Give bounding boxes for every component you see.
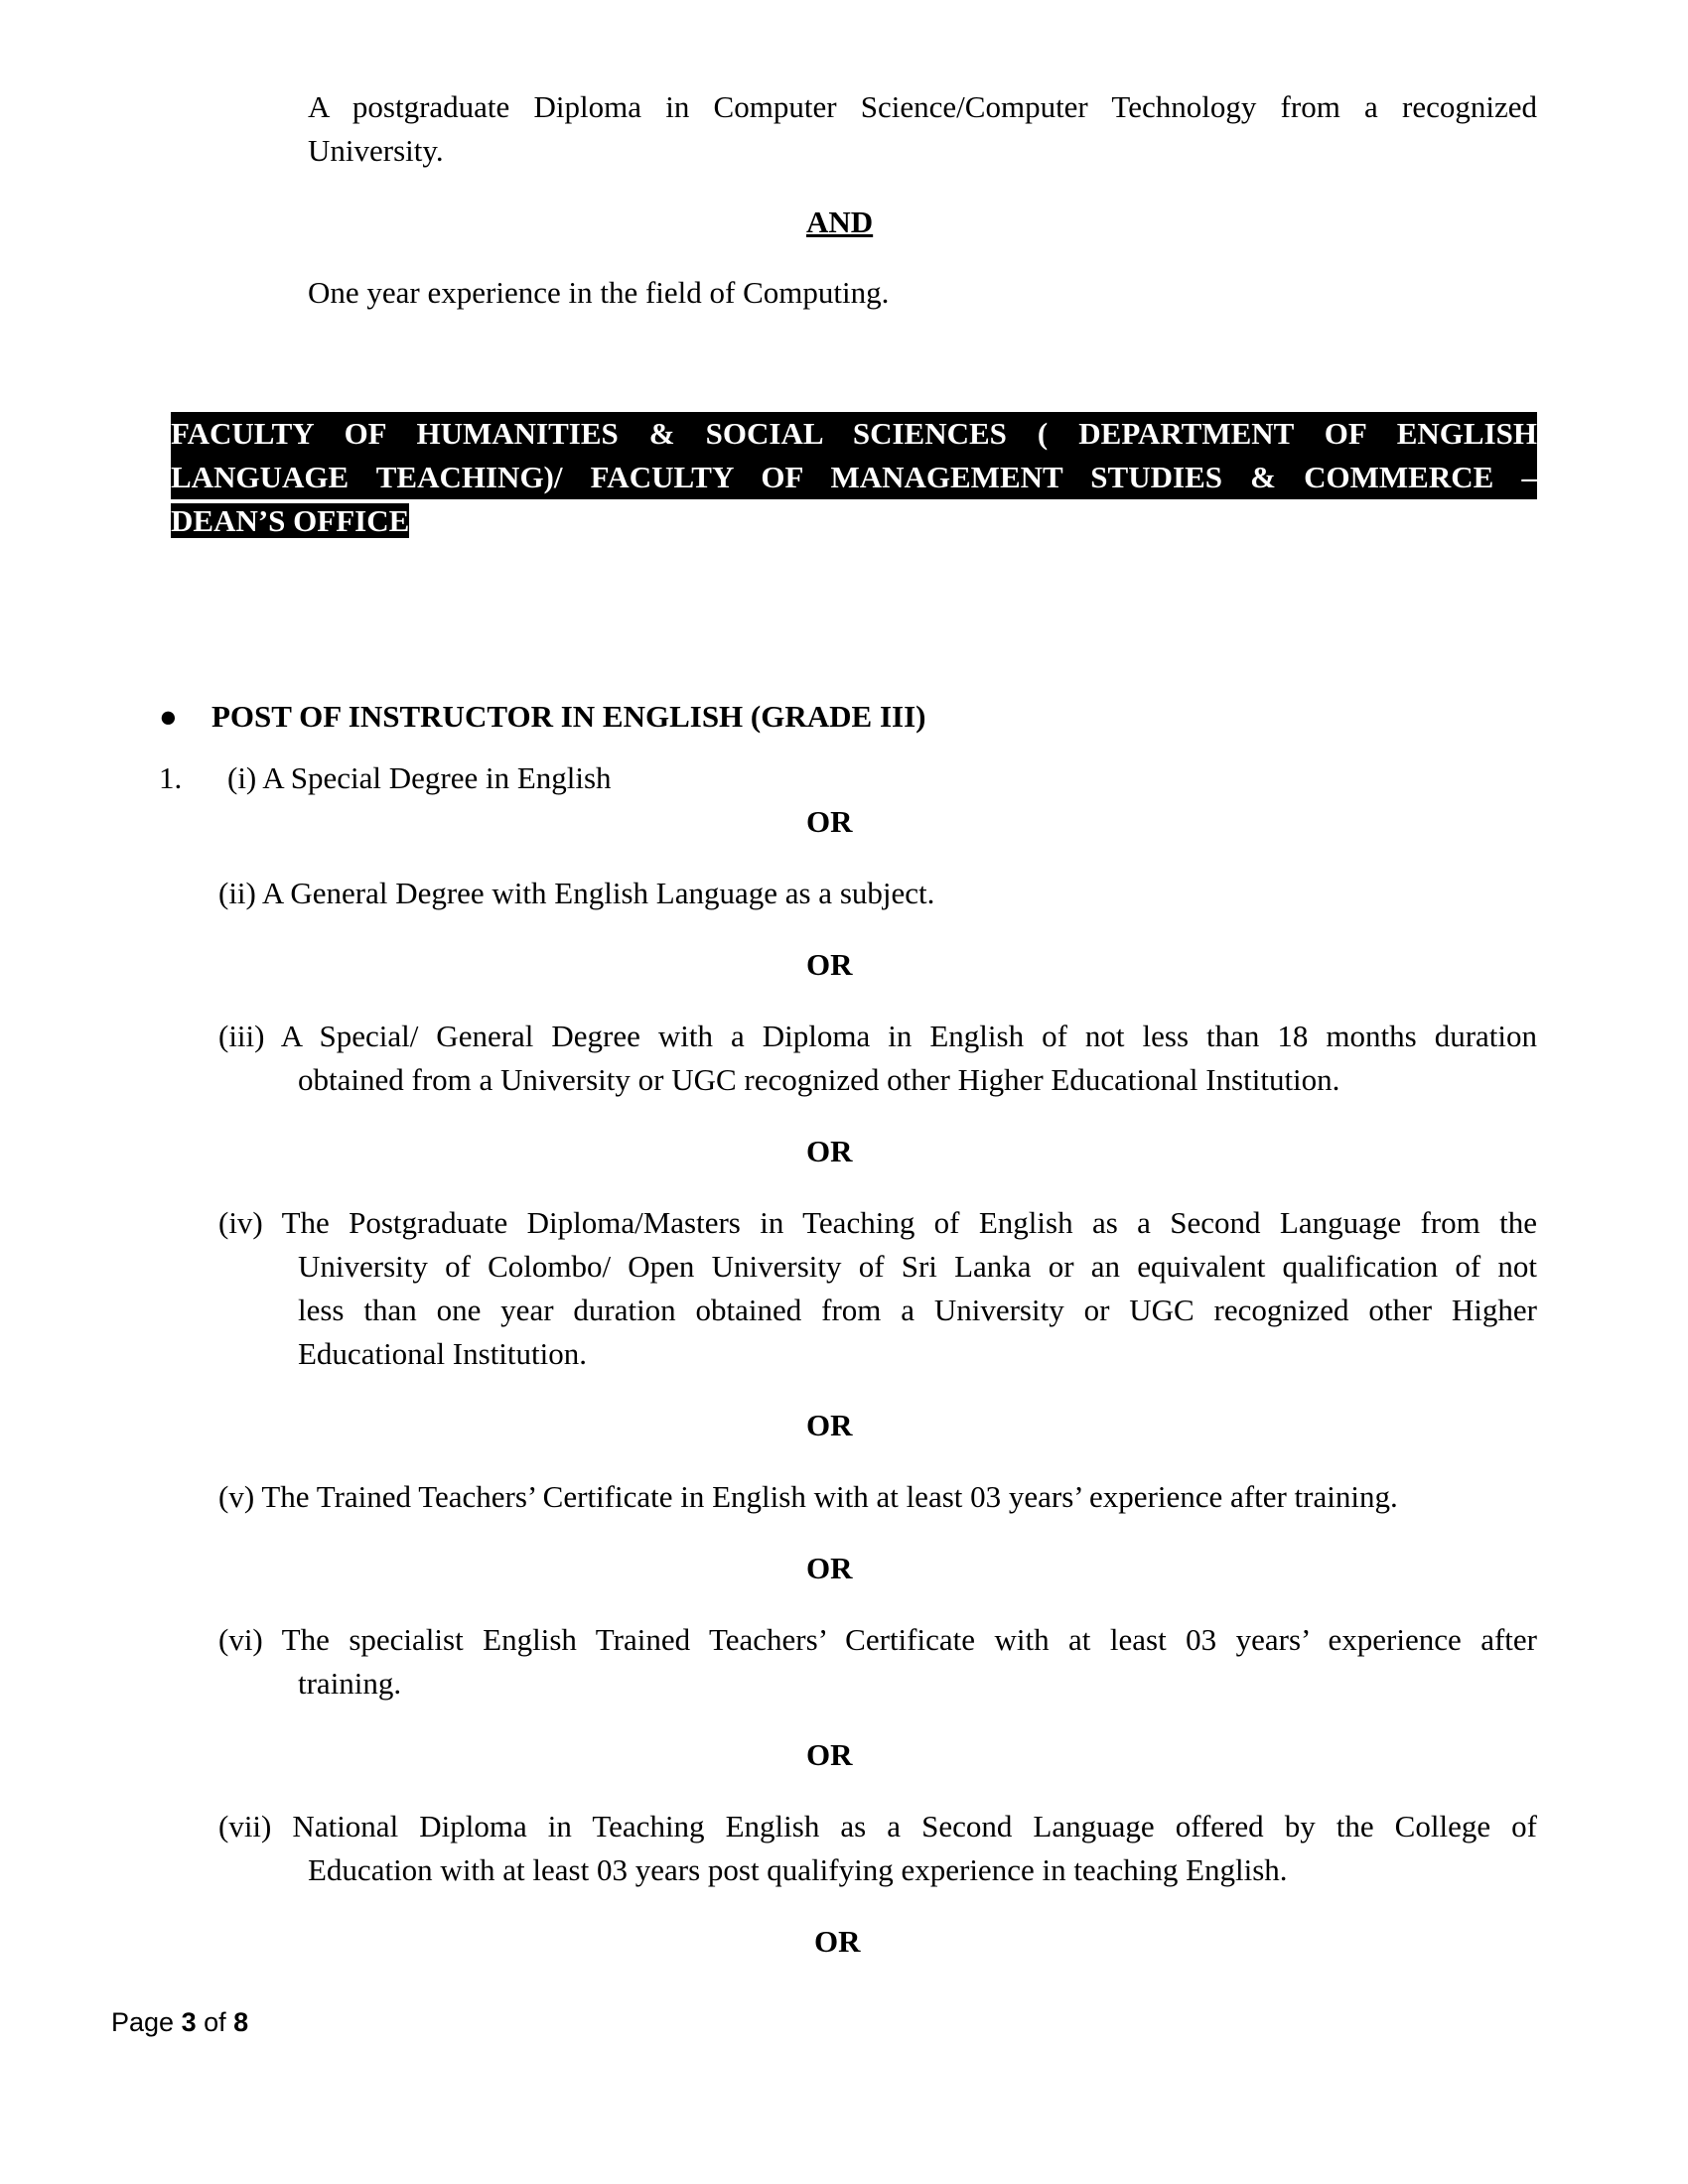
- intro-line-2: University.: [308, 133, 444, 168]
- or-connector-3: OR: [806, 1134, 853, 1168]
- or-connector-1: OR: [806, 804, 853, 839]
- faculty-heading-line-3: DEAN’S OFFICE: [171, 503, 410, 538]
- qualification-iv-line-4: Educational Institution.: [298, 1336, 588, 1371]
- experience-line: One year experience in the field of Computing.: [308, 275, 890, 310]
- item-number: 1.: [159, 760, 183, 795]
- or-connector-2: OR: [806, 947, 853, 982]
- or-connector-4: OR: [806, 1408, 853, 1442]
- qualification-vi-line-2: training.: [298, 1666, 402, 1701]
- qualification-vi-line-1: (vi) The specialist English Trained Teachers’ Certificate with at least 03 years’ experience after: [218, 1622, 1537, 1657]
- faculty-heading-line-1: FACULTY OF HUMANITIES & SOCIAL SCIENCES ( DEPARTMENT OF ENGLISH: [171, 412, 1537, 456]
- post-title: POST OF INSTRUCTOR IN ENGLISH (GRADE III): [211, 699, 926, 734]
- qualification-vii-line-2: Education with at least 03 years post qualifying experience in teaching English.: [308, 1852, 1288, 1887]
- of-word: of: [204, 2007, 226, 2037]
- or-connector-6: OR: [806, 1737, 853, 1772]
- qualification-v: (v) The Trained Teachers’ Certificate in English with at least 03 years’ experience after training.: [218, 1479, 1398, 1514]
- or-connector-5: OR: [806, 1551, 853, 1585]
- qualification-iv-line-1: (iv) The Postgraduate Diploma/Masters in Teaching of English as a Second Language from the: [218, 1205, 1537, 1240]
- qualification-i: (i) A Special Degree in English: [227, 760, 612, 795]
- qualification-iii-line-1: (iii) A Special/ General Degree with a Diploma in English of not less than 18 months duration: [218, 1019, 1537, 1053]
- qualification-ii: (ii) A General Degree with English Language as a subject.: [218, 876, 935, 910]
- or-connector-7: OR: [814, 1924, 861, 1959]
- page-word: Page: [111, 2007, 175, 2037]
- total-pages: 8: [233, 2007, 249, 2037]
- page-number: 3: [181, 2007, 197, 2037]
- intro-line-1: A postgraduate Diploma in Computer Science/Computer Technology from a recognized: [308, 89, 1537, 124]
- qualification-iii-line-2: obtained from a University or UGC recognized other Higher Educational Institution.: [298, 1062, 1340, 1097]
- faculty-heading-line-2: LANGUAGE TEACHING)/ FACULTY OF MANAGEMENT STUDIES & COMMERCE –: [171, 456, 1537, 499]
- page-footer: [111, 2007, 248, 2038]
- qualification-iv-line-3: less than one year duration obtained from a University or UGC recognized other Higher: [298, 1293, 1537, 1327]
- qualification-iv-line-2: University of Colombo/ Open University of Sri Lanka or an equivalent qualification of not: [298, 1249, 1537, 1284]
- bullet-icon: ●: [159, 699, 178, 734]
- qualification-vii-line-1: (vii) National Diploma in Teaching English as a Second Language offered by the College of: [218, 1809, 1537, 1843]
- faculty-heading: [171, 412, 1537, 543]
- and-connector: AND: [806, 205, 874, 239]
